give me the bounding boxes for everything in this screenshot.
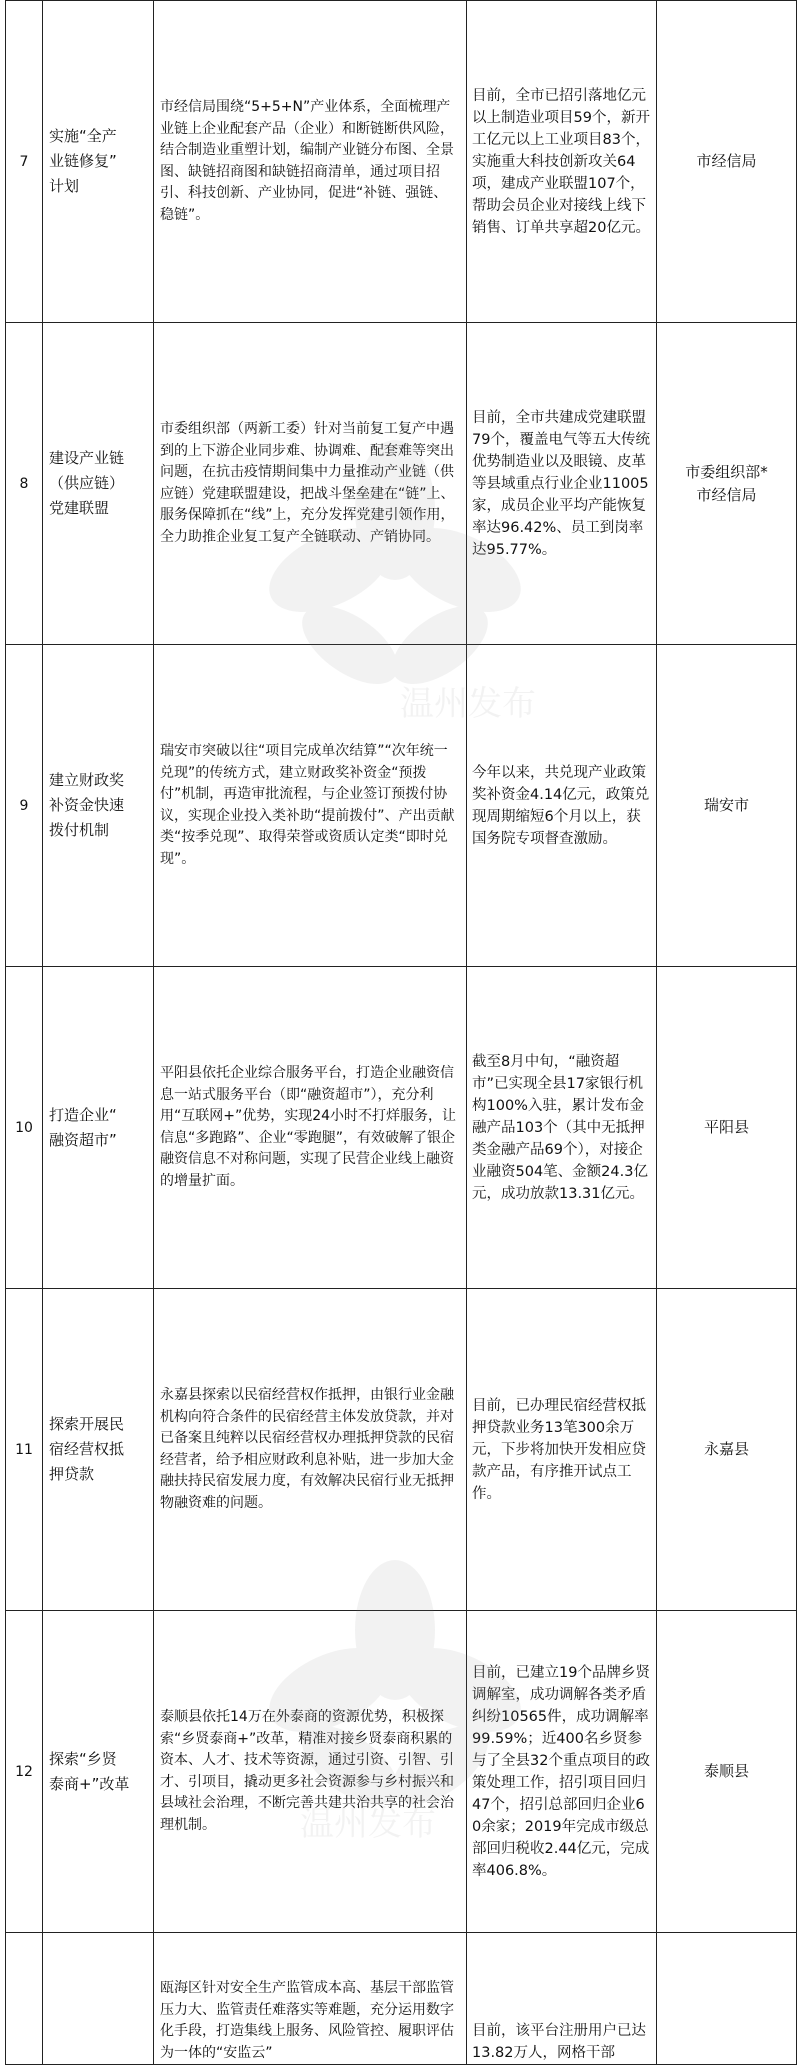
responsible-department: 永嘉县 — [703, 1440, 749, 1458]
measure-result-cell — [467, 967, 657, 1289]
measure-description: 瑞安市突破以往“项目完成单次结算”“次年统一兑现”的传统方式，建立财政奖补资金“预拨付”机制，再造审批流程，与企业签订预拨付协议，实现企业投入类补助“提前拨付”、产出贡献类“按季兑现”、取得荣誉或资质认定类“即时兑现”。 — [160, 743, 455, 867]
row-number-cell — [6, 1289, 43, 1611]
measure-result: 目前，已办理民宿经营权抵押贷款业务13笔300余万元，下步将加快开发相应贷款产品，有序推开试点工作。 — [472, 1397, 646, 1502]
measure-name-cell — [43, 1933, 154, 2065]
measure-description-cell — [154, 967, 467, 1289]
row-number-cell — [6, 645, 43, 967]
measure-result-cell — [467, 323, 657, 645]
policy-table — [5, 0, 797, 2065]
responsible-department: 瑞安市 — [703, 796, 749, 814]
measure-name: 探索开展民 宿经营权抵 押贷款 — [49, 1415, 125, 1483]
responsible-department: 市经信局 — [696, 152, 757, 170]
row-number-cell — [6, 1933, 43, 2065]
measure-description-cell — [154, 1289, 467, 1611]
measure-description-cell — [154, 1, 467, 323]
measure-name: 探索“乡贤 泰商+”改革 — [49, 1749, 130, 1793]
measure-description: 永嘉县探索以民宿经营权作抵押，由银行业金融机构向符合条件的民宿经营主体发放贷款，并对已备案且纯粹以民宿经营权办理抵押贷款的民宿经营者，给予相应财政利息补贴，进一步加大金融扶持民宿发展力度，有效解决民宿行业无抵押物融资难的问题。 — [160, 1387, 454, 1511]
measure-name-cell — [43, 967, 154, 1289]
row-number-cell — [6, 1611, 43, 1933]
table-row — [6, 323, 797, 645]
table-row — [6, 1611, 797, 1933]
measure-result: 目前，已建立19个品牌乡贤调解室，成功调解各类矛盾纠纷10565件，成功调解率99.59%；近400名乡贤参与了全县32个重点项目的政策处理工作，招引项目回归47个，招引总部回归企业60余家；2019年完成市级总部回归税收2.44亿元，完成率406.8%。 — [472, 1664, 650, 1879]
row-number-cell — [6, 1, 43, 323]
measure-name: 建立财政奖 补资金快速 拨付机制 — [49, 771, 125, 839]
svg-text:温州发布: 温州发布 — [300, 1804, 436, 1844]
measure-result-cell — [467, 1933, 657, 2065]
measure-description: 平阳县依托企业综合服务平台，打造企业融资信息一站式服务平台（即“融资超市”），充分利用“互联网+”优势，实现24小时不打烊服务，让信息“多跑路”、企业“零跑腿”，有效破解了银企融资信息不对称问题，实现了民营企业线上融资的增量扩面。 — [160, 1065, 457, 1189]
measure-description-cell — [154, 1611, 467, 1933]
responsible-department: 泰顺县 — [703, 1762, 749, 1780]
row-number: 11 — [15, 1441, 33, 1458]
measure-name-cell — [43, 1289, 154, 1611]
svg-text:温州发布: 温州发布 — [400, 684, 536, 724]
measure-result: 目前，全市共建成党建联盟79个，覆盖电气等五大传统优势制造业以及眼镜、皮革等县域重点行业企业11005家，成员企业平均产能恢复率达96.42%、员工到岗率达95.77%。 — [472, 409, 650, 558]
table-row — [6, 1289, 797, 1611]
responsible-department: 平阳县 — [703, 1118, 749, 1136]
measure-name-cell — [43, 645, 154, 967]
row-number-cell — [6, 323, 43, 645]
measure-description-cell — [154, 1933, 467, 2065]
row-number: 9 — [19, 797, 29, 814]
row-number: 7 — [19, 153, 29, 170]
responsible-department-cell — [657, 323, 797, 645]
measure-result: 截至8月中旬，“融资超市”已实现全县17家银行机构100%入驻，累计发布金融产品103个（其中无抵押类金融产品69个），对接企业融资504笔、金额24.3亿元，成功放款13.31亿元。 — [472, 1053, 648, 1202]
measure-name-cell — [43, 1611, 154, 1933]
measure-name-cell — [43, 1, 154, 323]
responsible-department-cell — [657, 1611, 797, 1933]
responsible-department: 市委组织部* 市经信局 — [685, 462, 768, 504]
measure-description: 泰顺县依托14万在外泰商的资源优势，积极探索“乡贤泰商+”改革，精准对接乡贤泰商积累的资本、人才、技术等资源，通过引资、引智、引才、引项目，撬动更多社会资源参与乡村振兴和县域社会治理，不断完善共建共治共享的社会治理机制。 — [160, 1709, 454, 1833]
measure-name: 建设产业链 （供应链） 党建联盟 — [49, 449, 125, 517]
measure-result: 今年以来，共兑现产业政策奖补资金4.14亿元，政策兑现周期缩短6个月以上，获国务院专项督查激励。 — [472, 764, 650, 847]
table-row — [6, 1, 797, 323]
measure-result: 目前，全市已招引落地亿元以上制造业项目59个，新开工亿元以上工业项目83个，实施重大科技创新攻关64项，建成产业联盟107个，帮助会员企业对接线上线下销售、订单共享超20亿元。 — [472, 87, 650, 236]
table-row — [6, 1933, 797, 2065]
measure-description-cell — [154, 645, 467, 967]
responsible-department-cell — [657, 967, 797, 1289]
measure-name: 打造企业“ 融资超市” — [49, 1105, 117, 1149]
measure-result-cell — [467, 1289, 657, 1611]
row-number: 10 — [15, 1119, 33, 1136]
table-row — [6, 645, 797, 967]
responsible-department-cell — [657, 1289, 797, 1611]
measure-description: 瓯海区针对安全生产监管成本高、基层干部监管压力大、监管责任难落实等难题，充分运用数字化手段，打造集线上服务、风险管控、履职评估为一体的“安监云” — [160, 1980, 454, 2061]
measure-description: 市经信局围绕“5+5+N”产业体系，全面梳理产业链上企业配套产品（企业）和断链断供风险，结合制造业重塑计划，编制产业链分布图、全景图、缺链招商图和缺链招商清单，通过项目招引、科技创新、产业协同，促进“补链、强链、稳链”。 — [160, 99, 454, 223]
row-number-cell — [6, 967, 43, 1289]
measure-description: 市委组织部（两新工委）针对当前复工复产中遇到的上下游企业同步难、协调难、配套难等突出问题，在抗击疫情期间集中力量推动产业链（供应链）党建联盟建设，把战斗堡垒建在“链”上、服务保障抓在“线”上，充分发挥党建引领作用，全力助推企业复工复产全链联动、产销协同。 — [160, 421, 455, 545]
row-number: 8 — [19, 475, 29, 492]
row-number: 12 — [15, 1763, 33, 1780]
measure-result: 目前，该平台注册用户已达13.82万人，网格干部 — [472, 2023, 646, 2061]
responsible-department-cell — [657, 1, 797, 323]
responsible-department-cell — [657, 1933, 797, 2065]
table-row — [6, 967, 797, 1289]
table-body — [6, 1, 797, 2065]
measure-result-cell — [467, 1, 657, 323]
measure-result-cell — [467, 1611, 657, 1933]
measure-name-cell — [43, 323, 154, 645]
measure-result-cell — [467, 645, 657, 967]
measure-description-cell — [154, 323, 467, 645]
responsible-department-cell — [657, 645, 797, 967]
measure-name: 实施“全产 业链修复” 计划 — [49, 127, 117, 195]
